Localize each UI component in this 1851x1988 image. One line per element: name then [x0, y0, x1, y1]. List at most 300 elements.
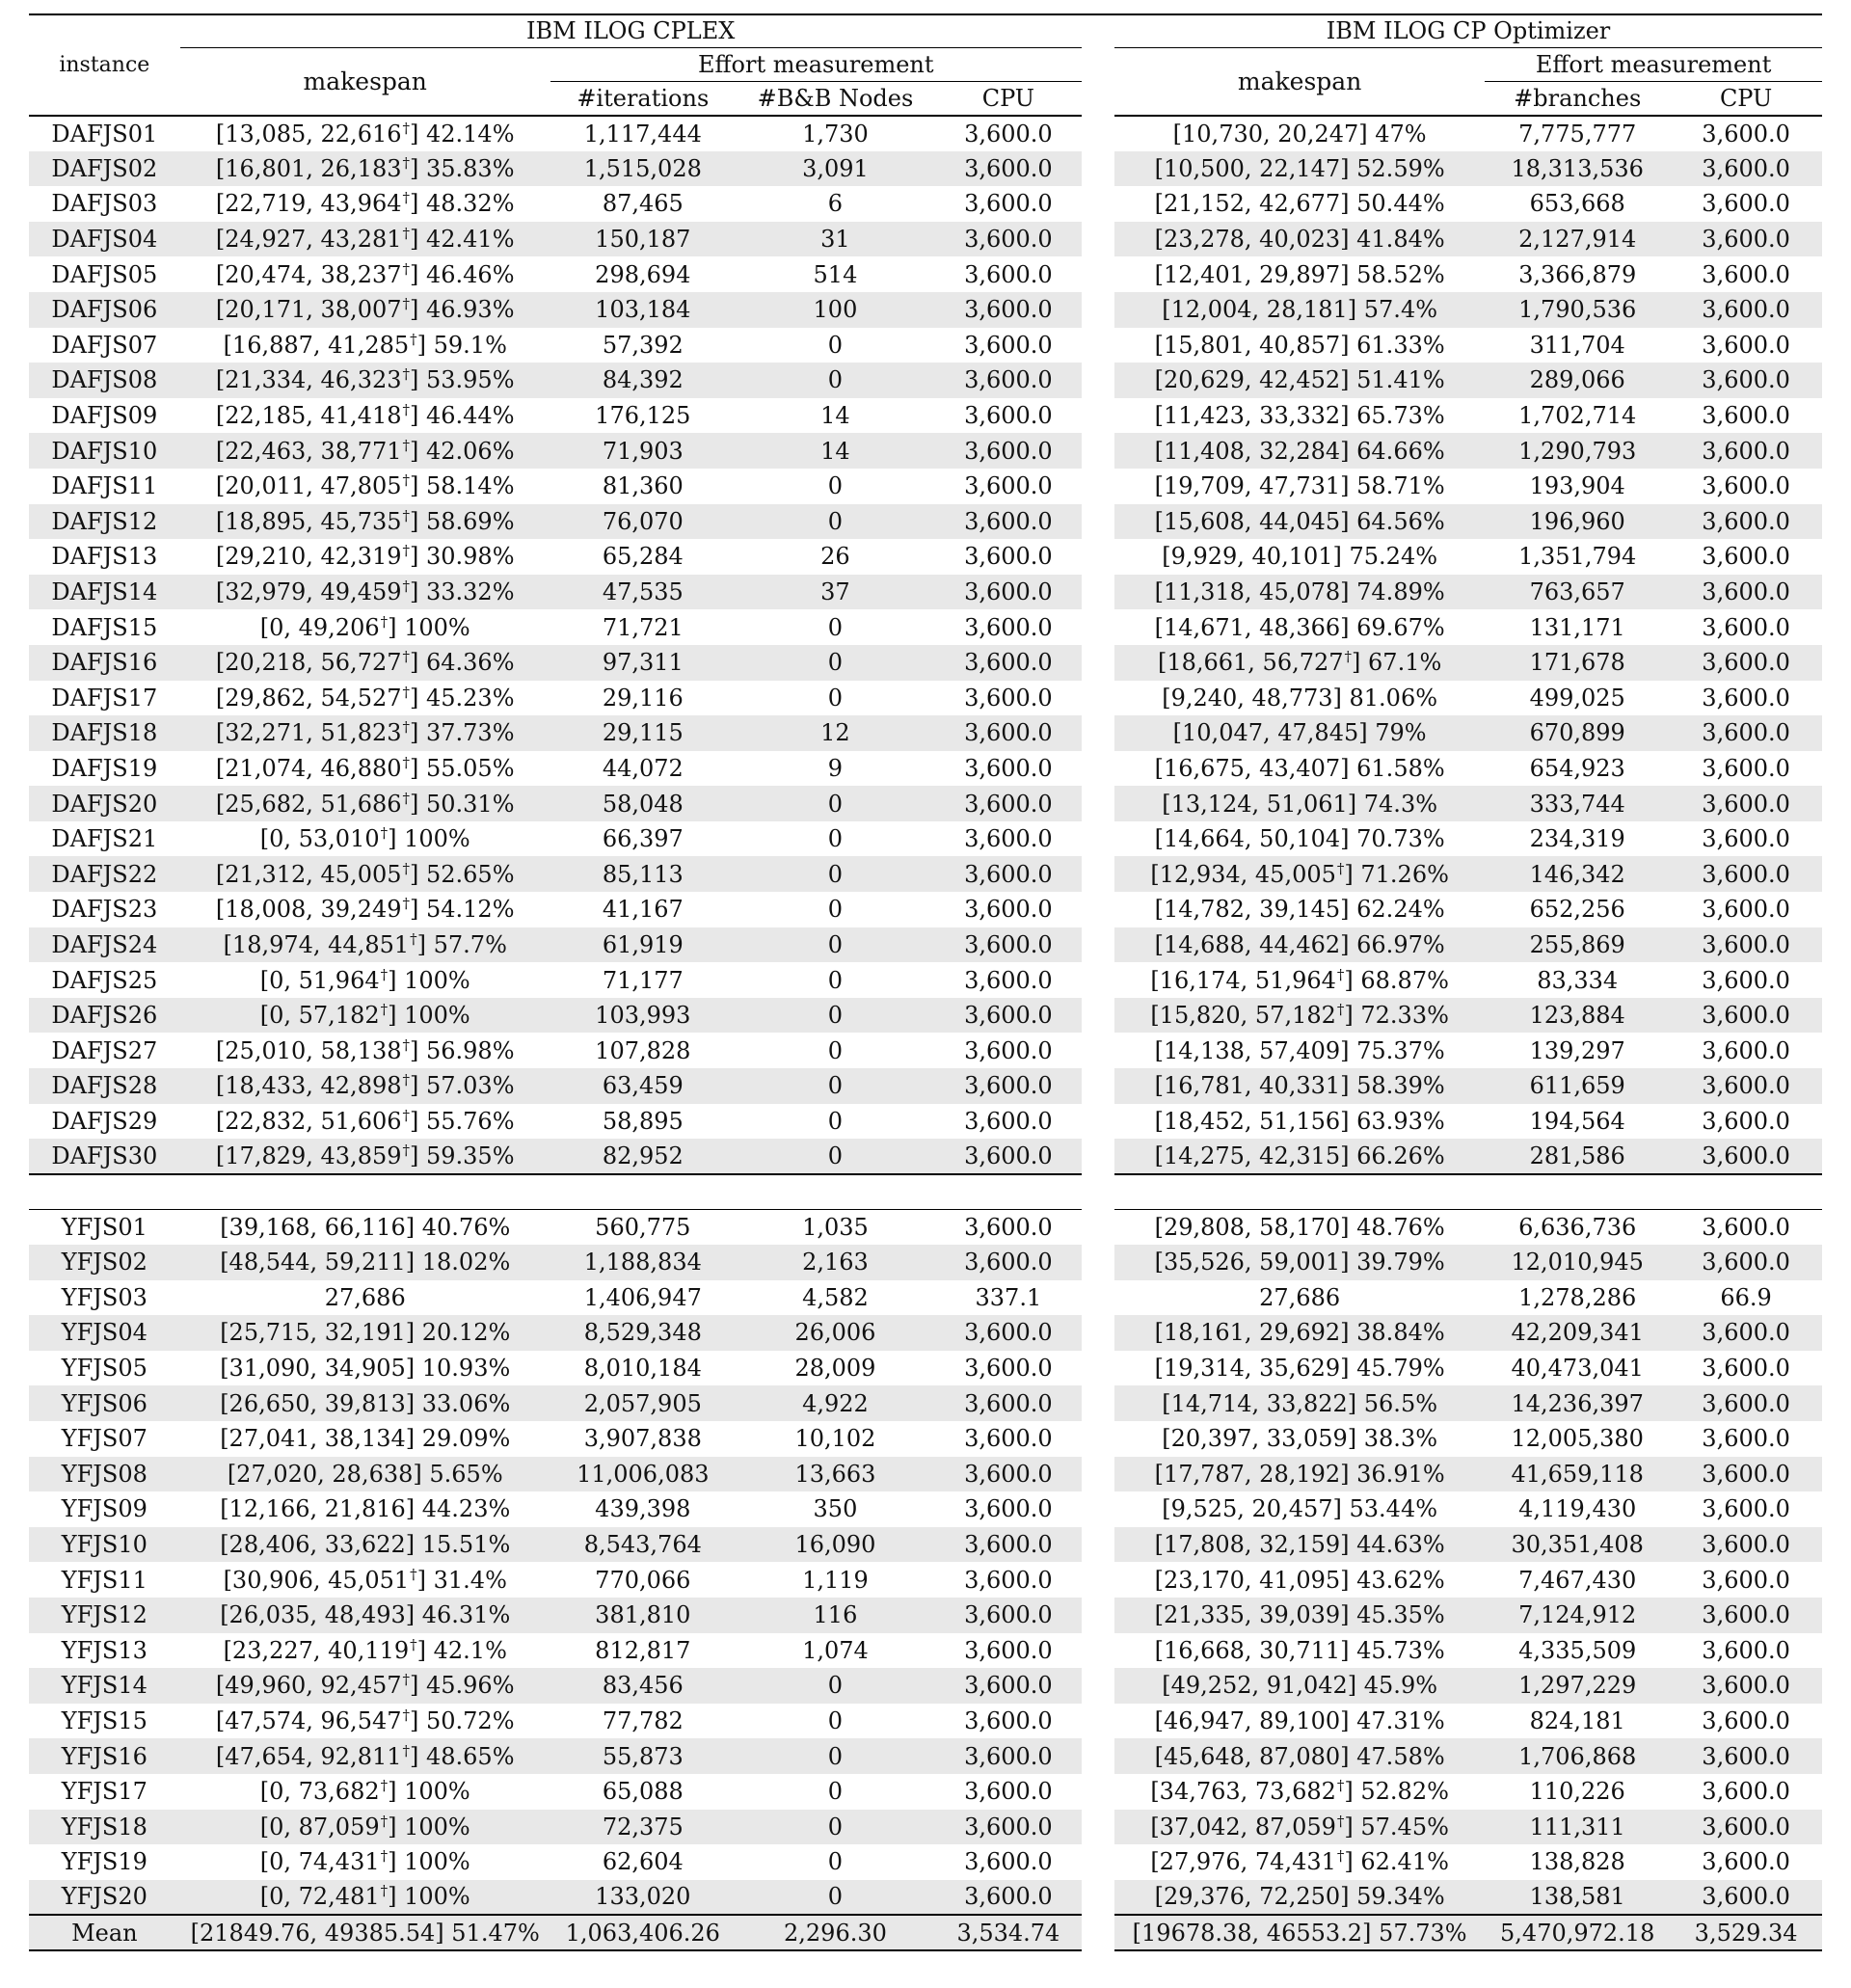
table-row — [29, 1315, 1822, 1351]
instance-cell: YFJS12 — [29, 1598, 180, 1633]
results-table — [29, 13, 1822, 1951]
cplex-bb-nodes-cell: 0 — [736, 645, 935, 681]
table-row — [29, 962, 1822, 998]
cplex-bb-nodes-cell: 0 — [736, 998, 935, 1034]
cpo-cpu-cell: 3,600.0 — [1670, 1385, 1822, 1421]
table-row — [29, 892, 1822, 927]
cplex-cpu-cell: 3,600.0 — [935, 292, 1082, 328]
cpo-cpu-cell: 3,600.0 — [1702, 613, 1790, 641]
cplex-cpu-cell: 3,600.0 — [935, 363, 1082, 398]
cpo-cpu-cell: 3,600.0 — [1702, 1355, 1790, 1383]
cplex-bb-nodes-cell: 0 — [827, 896, 844, 924]
cplex-cpu-cell: 3,600.0 — [935, 1315, 1082, 1351]
cplex-cpu-cell: 3,600.0 — [935, 575, 1082, 610]
instance-cell: DAFJS30 — [29, 1139, 180, 1174]
cpo-makespan-cell: [11,423, 33,332] 65.73% — [1154, 402, 1445, 430]
cpo-cpu-cell: 3,600.0 — [1702, 1036, 1790, 1064]
cpo-makespan-cell: [14,688, 44,462] 66.97% — [1114, 927, 1485, 963]
cpo-cpu-cell: 3,600.0 — [1702, 966, 1790, 994]
cpo-branches-cell: 4,119,430 — [1518, 1495, 1637, 1523]
instance-cell: DAFJS23 — [51, 896, 158, 924]
cpo-branches-cell: 5,470,972.18 — [1485, 1915, 1670, 1950]
cplex-makespan-cell: [21,334, 46,323†] 53.95% — [180, 363, 550, 398]
cplex-iterations-cell: 77,782 — [602, 1707, 684, 1735]
cplex-cpu-cell: 3,600.0 — [935, 786, 1082, 821]
cplex-bb-nodes-cell: 10,102 — [794, 1425, 876, 1453]
dagger-mark: † — [402, 648, 410, 666]
cplex-bb-nodes-cell: 0 — [736, 856, 935, 892]
results-table-page — [29, 13, 1822, 1951]
cpo-branches-cell: 763,657 — [1485, 575, 1670, 610]
cplex-iterations-cell: 812,817 — [595, 1636, 691, 1664]
instance-cell: DAFJS21 — [51, 825, 158, 853]
cplex-iterations-cell: 97,311 — [550, 645, 736, 681]
table-row — [29, 186, 1822, 222]
cplex-iterations-cell: 66,397 — [602, 825, 684, 853]
cplex-cpu-cell: 3,600.0 — [964, 1107, 1053, 1135]
dagger-mark: † — [402, 401, 410, 419]
cplex-cpu-cell: 3,600.0 — [964, 1848, 1053, 1876]
table-row — [29, 433, 1822, 469]
cpo-branches-cell: 3,366,879 — [1518, 260, 1637, 288]
cplex-makespan-cell: [49,960, 92,457†] 45.96% — [180, 1668, 550, 1704]
cplex-makespan-cell: [28,406, 33,622] 15.51% — [180, 1527, 550, 1563]
cplex-cpu-cell: 3,600.0 — [964, 1566, 1053, 1594]
table-row — [29, 1351, 1822, 1386]
dagger-mark: † — [402, 471, 410, 490]
table-row — [29, 609, 1822, 645]
table-row — [29, 1385, 1822, 1421]
cplex-makespan-cell: [30,906, 45,051†] 31.4% — [223, 1565, 507, 1594]
cplex-cpu-cell: 3,600.0 — [964, 825, 1053, 853]
instance-cell: DAFJS05 — [51, 260, 158, 288]
cplex-makespan-cell: [12,166, 21,816] 44.23% — [220, 1495, 511, 1523]
table-header — [29, 14, 1822, 116]
cplex-iterations-cell: 8,010,184 — [583, 1355, 702, 1383]
cplex-cpu-cell: 3,600.0 — [935, 856, 1082, 892]
cplex-bb-nodes-cell: 0 — [827, 613, 844, 641]
cplex-makespan-cell: [25,010, 58,138†] 56.98% — [215, 1035, 515, 1064]
cpo-makespan-cell: [46,947, 89,100] 47.31% — [1154, 1707, 1445, 1735]
cplex-iterations-cell: 29,115 — [550, 715, 736, 751]
instance-cell: DAFJS26 — [29, 998, 180, 1034]
cpo-cpu-cell: 3,600.0 — [1670, 292, 1822, 328]
cplex-makespan-cell: [32,979, 49,459†] 33.32% — [180, 575, 550, 610]
table-row — [29, 1844, 1822, 1880]
cpo-makespan-cell: [16,668, 30,711] 45.73% — [1154, 1636, 1445, 1664]
cpo-makespan-cell: [29,808, 58,170] 48.76% — [1114, 1209, 1485, 1245]
cpo-branches-cell: 42,209,341 — [1485, 1315, 1670, 1351]
cplex-bb-nodes-cell: 0 — [736, 927, 935, 963]
cpo-makespan-cell: [29,376, 72,250] 59.34% — [1114, 1880, 1485, 1916]
cpo-branches-cell: 12,010,945 — [1485, 1245, 1670, 1280]
cplex-cpu-cell: 3,600.0 — [935, 1668, 1082, 1704]
cpo-branches-cell: 7,124,912 — [1485, 1598, 1670, 1633]
cpo-branches-cell: 1,351,794 — [1518, 543, 1637, 571]
cplex-bb-nodes-cell: 16,090 — [736, 1527, 935, 1563]
dagger-mark: † — [402, 1035, 410, 1054]
cplex-makespan-cell: [18,974, 44,851†] 57.7% — [180, 927, 550, 963]
cplex-cpu-cell: 3,600.0 — [935, 1598, 1082, 1633]
cplex-iterations-cell: 44,072 — [602, 754, 684, 782]
cplex-iterations-cell: 11,006,083 — [550, 1457, 736, 1492]
cplex-cpu-cell: 3,600.0 — [964, 966, 1053, 994]
cpo-cpu-cell: 3,600.0 — [1702, 472, 1790, 500]
instance-cell: DAFJS24 — [29, 927, 180, 963]
cpo-makespan-cell: [23,170, 41,095] 43.62% — [1154, 1566, 1445, 1594]
cplex-iterations-cell: 63,459 — [550, 1068, 736, 1104]
cplex-iterations-cell: 58,895 — [602, 1107, 684, 1135]
dagger-mark: † — [380, 1777, 389, 1795]
dagger-mark: † — [380, 1882, 389, 1900]
cplex-iterations-cell: 57,392 — [602, 331, 684, 359]
cplex-makespan-cell: [0, 57,182†] 100% — [180, 998, 550, 1034]
cpo-makespan-cell: [27,976, 74,431†] 62.41% — [1150, 1847, 1449, 1876]
cplex-iterations-cell: 8,529,348 — [550, 1315, 736, 1351]
cplex-iterations-cell: 85,113 — [550, 856, 736, 892]
cplex-cpu-cell: 3,600.0 — [964, 260, 1053, 288]
cplex-makespan-cell: [26,035, 48,493] 46.31% — [180, 1598, 550, 1633]
header-cpo-cpu: CPU — [1670, 81, 1822, 116]
cpo-makespan-cell: [15,801, 40,857] 61.33% — [1154, 331, 1445, 359]
cplex-cpu-cell: 3,600.0 — [964, 472, 1053, 500]
cpo-cpu-cell: 3,600.0 — [1702, 120, 1790, 148]
dagger-mark: † — [402, 753, 410, 771]
table-row — [29, 504, 1822, 540]
cpo-cpu-cell: 3,600.0 — [1670, 1209, 1822, 1245]
instance-cell: YFJS05 — [61, 1355, 148, 1383]
instance-cell: YFJS03 — [61, 1283, 148, 1311]
cplex-iterations-cell: 103,184 — [550, 292, 736, 328]
cpo-branches-cell: 289,066 — [1485, 363, 1670, 398]
cplex-makespan-cell: [27,020, 28,638] 5.65% — [180, 1457, 550, 1492]
table-row — [29, 1633, 1822, 1669]
instance-cell: DAFJS16 — [29, 645, 180, 681]
cplex-iterations-cell: 71,721 — [602, 613, 684, 641]
cpo-branches-cell: 7,467,430 — [1518, 1566, 1637, 1594]
header-cplex-effort: Effort measurement — [550, 47, 1082, 81]
cplex-bb-nodes-cell: 0 — [827, 472, 844, 500]
cpo-cpu-cell: 3,600.0 — [1670, 998, 1822, 1034]
table-row — [29, 1280, 1822, 1316]
cpo-branches-cell: 1,706,868 — [1485, 1738, 1670, 1774]
dagger-mark: † — [402, 718, 410, 737]
cpo-branches-cell: 652,256 — [1529, 896, 1625, 924]
cplex-iterations-cell: 76,070 — [550, 504, 736, 540]
cplex-makespan-cell: [18,433, 42,898†] 57.03% — [180, 1068, 550, 1104]
cpo-cpu-cell: 3,600.0 — [1670, 715, 1822, 751]
cplex-iterations-cell: 55,873 — [550, 1738, 736, 1774]
cplex-cpu-cell: 3,600.0 — [964, 331, 1053, 359]
cplex-iterations-cell: 381,810 — [550, 1598, 736, 1633]
cplex-bb-nodes-cell: 12 — [736, 715, 935, 751]
cplex-makespan-cell: [22,832, 51,606†] 55.76% — [215, 1106, 515, 1135]
cpo-branches-cell: 4,335,509 — [1518, 1636, 1637, 1664]
cpo-branches-cell: 138,581 — [1485, 1880, 1670, 1916]
cplex-bb-nodes-cell: 0 — [827, 966, 844, 994]
dagger-mark: † — [402, 189, 410, 207]
cplex-makespan-cell: [20,011, 47,805†] 58.14% — [215, 471, 515, 500]
cpo-makespan-cell: [16,675, 43,407] 61.58% — [1154, 754, 1445, 782]
table-row — [29, 1104, 1822, 1140]
cpo-makespan-cell: 27,686 — [1259, 1283, 1341, 1311]
cplex-makespan-cell: [22,185, 41,418†] 46.44% — [215, 401, 515, 430]
cplex-cpu-cell: 3,600.0 — [964, 1707, 1053, 1735]
cpo-makespan-cell: [11,318, 45,078] 74.89% — [1114, 575, 1485, 610]
instance-cell: DAFJS06 — [29, 292, 180, 328]
cpo-makespan-cell: [23,278, 40,023] 41.84% — [1114, 222, 1485, 257]
cplex-iterations-cell: 1,117,444 — [583, 120, 702, 148]
cpo-branches-cell: 171,678 — [1485, 645, 1670, 681]
cplex-bb-nodes-cell: 0 — [736, 1810, 935, 1845]
table-row — [29, 1139, 1822, 1174]
cpo-makespan-cell: [10,500, 22,147] 52.59% — [1114, 151, 1485, 187]
instance-cell: DAFJS15 — [51, 613, 158, 641]
cpo-branches-cell: 1,702,714 — [1518, 402, 1637, 430]
cpo-makespan-cell: [18,452, 51,156] 63.93% — [1154, 1107, 1445, 1135]
cpo-cpu-cell: 3,600.0 — [1670, 1668, 1822, 1704]
dagger-mark: † — [1336, 965, 1345, 983]
cpo-makespan-cell: [16,174, 51,964†] 68.87% — [1150, 965, 1449, 994]
cplex-iterations-cell: 133,020 — [550, 1880, 736, 1916]
cpo-branches-cell: 333,744 — [1485, 786, 1670, 821]
table-row — [29, 363, 1822, 398]
cplex-cpu-cell: 3,600.0 — [964, 1495, 1053, 1523]
cplex-cpu-cell: 3,600.0 — [935, 1209, 1082, 1245]
cpo-cpu-cell: 3,600.0 — [1670, 1527, 1822, 1563]
table-row — [29, 1068, 1822, 1104]
cpo-cpu-cell: 3,600.0 — [1702, 543, 1790, 571]
cplex-cpu-cell: 3,600.0 — [964, 896, 1053, 924]
header-cplex-cpu: CPU — [935, 81, 1082, 116]
cpo-makespan-cell: [18,661, 56,727†] 67.1% — [1114, 645, 1485, 681]
cplex-bb-nodes-cell: 14 — [736, 433, 935, 469]
cplex-makespan-cell: [21,312, 45,005†] 52.65% — [180, 856, 550, 892]
dagger-mark: † — [402, 578, 410, 596]
cplex-makespan-cell: [18,895, 45,735†] 58.69% — [180, 504, 550, 540]
cpo-cpu-cell: 3,600.0 — [1702, 1566, 1790, 1594]
cpo-cpu-cell: 3,600.0 — [1670, 1245, 1822, 1280]
cplex-iterations-cell: 83,456 — [550, 1668, 736, 1704]
instance-cell: DAFJS02 — [29, 151, 180, 187]
dagger-mark: † — [380, 1001, 389, 1019]
instance-cell: YFJS01 — [29, 1209, 180, 1245]
instance-cell: YFJS08 — [29, 1457, 180, 1492]
table-row — [29, 1491, 1822, 1527]
header-cplex: IBM ILOG CPLEX — [180, 14, 1082, 47]
cplex-makespan-cell: [31,090, 34,905] 10.93% — [220, 1355, 511, 1383]
cpo-makespan-cell: [10,047, 47,845] 79% — [1114, 715, 1485, 751]
cplex-iterations-cell: 72,375 — [550, 1810, 736, 1845]
cplex-bb-nodes-cell: 0 — [736, 1139, 935, 1174]
table-row — [29, 715, 1822, 751]
cplex-bb-nodes-cell: 0 — [736, 1068, 935, 1104]
cplex-makespan-cell: [24,927, 43,281†] 42.41% — [180, 222, 550, 257]
cpo-branches-cell: 193,904 — [1529, 472, 1625, 500]
cplex-cpu-cell: 3,600.0 — [935, 998, 1082, 1034]
cplex-cpu-cell: 3,600.0 — [935, 1245, 1082, 1280]
dagger-mark: † — [402, 225, 410, 243]
cpo-cpu-cell: 3,600.0 — [1702, 1707, 1790, 1735]
cpo-branches-cell: 18,313,536 — [1485, 151, 1670, 187]
instance-cell: DAFJS17 — [51, 684, 158, 712]
cplex-iterations-cell: 1,515,028 — [550, 151, 736, 187]
cpo-branches-cell: 146,342 — [1485, 856, 1670, 892]
cplex-cpu-cell: 3,600.0 — [964, 543, 1053, 571]
cplex-bb-nodes-cell: 0 — [827, 684, 844, 712]
cpo-makespan-cell: [20,629, 42,452] 51.41% — [1114, 363, 1485, 398]
cpo-branches-cell: 12,005,380 — [1511, 1425, 1644, 1453]
cpo-makespan-cell: [10,730, 20,247] 47% — [1172, 120, 1427, 148]
cplex-cpu-cell: 3,600.0 — [935, 504, 1082, 540]
table-row — [29, 1033, 1822, 1068]
header-branches: #branches — [1485, 81, 1670, 116]
cplex-makespan-cell: [20,218, 56,727†] 64.36% — [180, 645, 550, 681]
cpo-branches-cell: 281,586 — [1485, 1139, 1670, 1174]
cpo-branches-cell: 138,828 — [1529, 1848, 1625, 1876]
cpo-branches-cell: 311,704 — [1529, 331, 1625, 359]
cplex-makespan-cell: [26,650, 39,813] 33.06% — [180, 1385, 550, 1421]
cplex-cpu-cell: 3,600.0 — [935, 433, 1082, 469]
cpo-makespan-cell: [9,929, 40,101] 75.24% — [1162, 543, 1438, 571]
instance-cell: DAFJS04 — [29, 222, 180, 257]
cpo-makespan-cell: [45,648, 87,080] 47.58% — [1114, 1738, 1485, 1774]
cpo-makespan-cell: [11,408, 32,284] 64.66% — [1114, 433, 1485, 469]
cpo-makespan-cell: [16,781, 40,331] 58.39% — [1114, 1068, 1485, 1104]
cplex-cpu-cell: 3,600.0 — [935, 645, 1082, 681]
instance-cell: YFJS19 — [61, 1848, 148, 1876]
cplex-cpu-cell: 3,600.0 — [935, 151, 1082, 187]
cpo-makespan-cell: [12,934, 45,005†] 71.26% — [1114, 856, 1485, 892]
cplex-makespan-cell: [47,654, 92,811†] 48.65% — [180, 1738, 550, 1774]
cpo-makespan-cell: [14,138, 57,409] 75.37% — [1154, 1036, 1445, 1064]
instance-cell: YFJS13 — [61, 1636, 148, 1664]
cplex-makespan-cell: [13,085, 22,616†] 42.14% — [215, 119, 515, 148]
cplex-makespan-cell: [47,574, 96,547†] 50.72% — [215, 1706, 515, 1735]
cpo-cpu-cell: 3,600.0 — [1702, 1636, 1790, 1664]
cplex-makespan-cell: [0, 53,010†] 100% — [259, 824, 470, 853]
cplex-iterations-cell: 65,088 — [602, 1778, 684, 1806]
cpo-cpu-cell: 3,600.0 — [1670, 1457, 1822, 1492]
cplex-cpu-cell: 3,600.0 — [935, 1457, 1082, 1492]
cpo-makespan-cell: [37,042, 87,059†] 57.45% — [1114, 1810, 1485, 1845]
cplex-cpu-cell: 3,600.0 — [964, 1425, 1053, 1453]
cpo-makespan-cell: [14,782, 39,145] 62.24% — [1154, 896, 1445, 924]
dagger-mark: † — [1336, 1847, 1345, 1866]
cplex-makespan-cell: [18,008, 39,249†] 54.12% — [215, 895, 515, 924]
cplex-makespan-cell: [29,210, 42,319†] 30.98% — [215, 542, 515, 571]
cpo-cpu-cell: 3,600.0 — [1670, 786, 1822, 821]
cpo-cpu-cell: 3,600.0 — [1670, 151, 1822, 187]
cpo-branches-cell: 110,226 — [1529, 1778, 1625, 1806]
instance-cell: YFJS10 — [29, 1527, 180, 1563]
instance-cell: YFJS07 — [61, 1425, 148, 1453]
cpo-makespan-cell: [49,252, 91,042] 45.9% — [1114, 1668, 1485, 1704]
cplex-cpu-cell: 3,600.0 — [964, 1355, 1053, 1383]
table-row — [29, 786, 1822, 821]
cpo-cpu-cell: 3,600.0 — [1702, 684, 1790, 712]
table-row — [29, 1209, 1822, 1245]
cplex-cpu-cell: 3,600.0 — [935, 1810, 1082, 1845]
cplex-cpu-cell: 337.1 — [975, 1283, 1042, 1311]
table-row — [29, 398, 1822, 434]
dagger-mark: † — [410, 1635, 417, 1653]
table-row — [29, 751, 1822, 787]
table-row — [29, 256, 1822, 292]
cplex-cpu-cell: 3,600.0 — [964, 190, 1053, 218]
cpo-cpu-cell: 3,600.0 — [1702, 1848, 1790, 1876]
dagger-mark: † — [402, 153, 410, 172]
cpo-makespan-cell: [19,709, 47,731] 58.71% — [1154, 472, 1445, 500]
dagger-mark: † — [410, 929, 417, 948]
cplex-makespan-cell: [22,719, 43,964†] 48.32% — [215, 189, 515, 218]
cplex-makespan-cell: [0, 87,059†] 100% — [180, 1810, 550, 1845]
cplex-bb-nodes-cell: 14 — [820, 402, 850, 430]
cpo-branches-cell: 1,278,286 — [1518, 1283, 1637, 1311]
cpo-cpu-cell: 3,600.0 — [1702, 1425, 1790, 1453]
instance-cell: DAFJS10 — [29, 433, 180, 469]
cplex-iterations-cell: 1,406,947 — [583, 1283, 702, 1311]
cplex-iterations-cell: 1,188,834 — [550, 1245, 736, 1280]
cplex-bb-nodes-cell: 0 — [827, 1107, 844, 1135]
cplex-makespan-cell: [20,171, 38,007†] 46.93% — [180, 292, 550, 328]
instance-cell: DAFJS25 — [51, 966, 158, 994]
dagger-mark: † — [402, 789, 410, 807]
dagger-mark: † — [402, 1741, 410, 1760]
cplex-makespan-cell: 27,686 — [324, 1283, 406, 1311]
cpo-branches-cell: 139,297 — [1529, 1036, 1625, 1064]
table-row — [29, 1245, 1822, 1280]
cpo-branches-cell: 255,869 — [1485, 927, 1670, 963]
cpo-makespan-cell: [34,763, 73,682†] 52.82% — [1150, 1777, 1449, 1806]
cpo-branches-cell: 611,659 — [1485, 1068, 1670, 1104]
instance-cell: YFJS20 — [29, 1880, 180, 1916]
cpo-makespan-cell: [14,714, 33,822] 56.5% — [1114, 1385, 1485, 1421]
instance-cell: YFJS06 — [29, 1385, 180, 1421]
cpo-makespan-cell: [9,525, 20,457] 53.44% — [1162, 1495, 1438, 1523]
table-row — [29, 1704, 1822, 1739]
dagger-mark: † — [402, 895, 410, 913]
table-row — [29, 1421, 1822, 1457]
cplex-cpu-cell: 3,600.0 — [935, 1738, 1082, 1774]
cplex-bb-nodes-cell: 2,163 — [736, 1245, 935, 1280]
cplex-bb-nodes-cell: 28,009 — [794, 1355, 876, 1383]
cplex-makespan-cell: [48,544, 59,211] 18.02% — [180, 1245, 550, 1280]
cplex-bb-nodes-cell: 0 — [827, 1848, 844, 1876]
cplex-iterations-cell: 2,057,905 — [550, 1385, 736, 1421]
cpo-cpu-cell: 3,600.0 — [1702, 1107, 1790, 1135]
cplex-makespan-cell: [0, 73,682†] 100% — [259, 1777, 470, 1806]
cpo-cpu-cell: 3,600.0 — [1670, 1139, 1822, 1174]
cplex-iterations-cell: 82,952 — [550, 1139, 736, 1174]
cpo-makespan-cell: [13,124, 51,061] 74.3% — [1114, 786, 1485, 821]
instance-cell: YFJS04 — [29, 1315, 180, 1351]
instance-cell: DAFJS18 — [29, 715, 180, 751]
cpo-makespan-cell: [18,161, 29,692] 38.84% — [1114, 1315, 1485, 1351]
cpo-makespan-cell: [12,004, 28,181] 57.4% — [1114, 292, 1485, 328]
cplex-iterations-cell: 84,392 — [550, 363, 736, 398]
cplex-cpu-cell: 3,534.74 — [935, 1915, 1082, 1950]
cpo-makespan-cell: [12,401, 29,897] 58.52% — [1154, 260, 1445, 288]
table-row — [29, 1774, 1822, 1810]
cpo-cpu-cell: 3,600.0 — [1702, 190, 1790, 218]
cplex-iterations-cell: 47,535 — [550, 575, 736, 610]
instance-cell: DAFJS13 — [51, 543, 158, 571]
cpo-cpu-cell: 3,600.0 — [1670, 927, 1822, 963]
header-cpo-effort: Effort measurement — [1485, 47, 1822, 81]
cplex-bb-nodes-cell: 37 — [736, 575, 935, 610]
cplex-bb-nodes-cell: 31 — [736, 222, 935, 257]
